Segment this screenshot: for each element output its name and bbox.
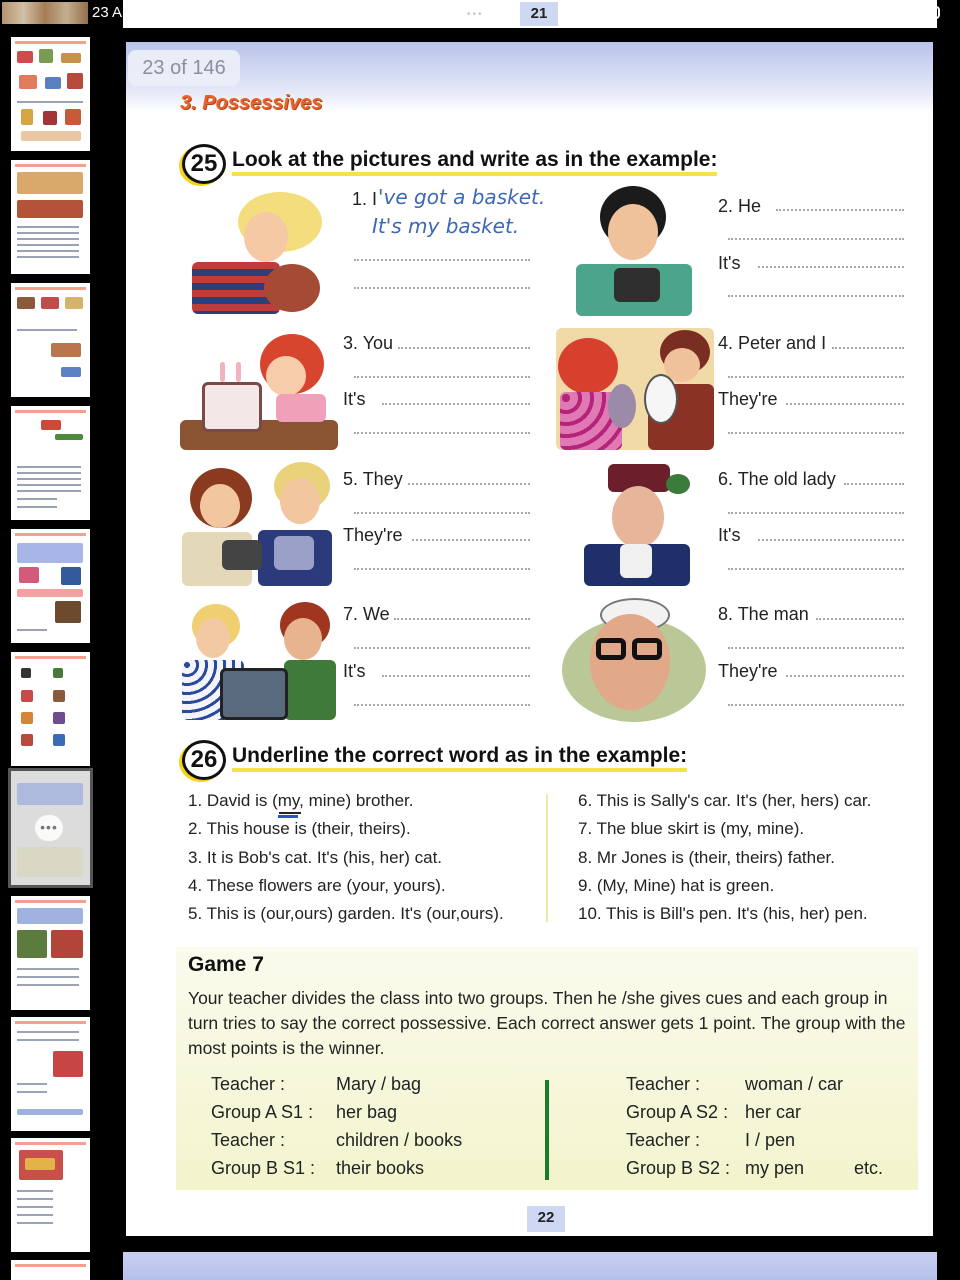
item-8-label: 8. The man — [718, 604, 809, 624]
sentence-5: 5. This is (our,ours) garden. It's (our,ours). — [188, 904, 504, 924]
game-role: Teacher : — [211, 1074, 286, 1094]
sentence-9: 9. (My, Mine) hat is green. — [578, 875, 775, 895]
item-7-second-label: It's — [343, 661, 366, 681]
sentence-1: 1. David is (my, mine) brother. — [188, 791, 414, 810]
item-4-label: 4. Peter and I — [718, 333, 827, 353]
next-page-strip[interactable] — [123, 1252, 937, 1280]
game-role: Teacher : — [626, 1074, 701, 1094]
thumbnail-page[interactable] — [11, 406, 90, 520]
game-role: Teacher : — [626, 1130, 701, 1150]
man-with-glasses-illustration — [562, 598, 706, 722]
exercise-25-heading: Look at the pictures and write as in the example: — [232, 148, 717, 176]
page-thumbnail-sidebar[interactable] — [0, 26, 110, 1280]
game-etc: etc. — [854, 1158, 884, 1178]
exercise-number-26: 26 — [182, 740, 226, 780]
page-number: 22 — [527, 1206, 565, 1232]
item-8-second-label: They're — [718, 661, 778, 681]
old-lady-with-hat-illustration — [578, 462, 694, 586]
thumbnail-page[interactable] — [11, 283, 90, 397]
game-role: Group B S2 : — [626, 1158, 731, 1178]
previous-page-number: 21 — [520, 2, 558, 26]
item-3-label: 3. You — [343, 333, 394, 353]
boy-with-camera-illustration — [576, 186, 694, 316]
sentence-7: 7. The blue skirt is (my, mine). — [578, 819, 805, 839]
status-app-icons — [2, 2, 88, 24]
item-5-label: 5. They — [343, 469, 403, 489]
game-7-box — [176, 947, 918, 1190]
game-role: Group A S1 : — [211, 1102, 314, 1122]
sentence-2: 2. This house is (their, theirs). — [188, 819, 411, 839]
game-cue: my pen — [745, 1158, 805, 1178]
exercise-26-right-list — [578, 787, 871, 928]
thumbnail-page[interactable] — [11, 1138, 90, 1252]
children-with-tv-illustration — [180, 600, 336, 722]
sentence-4: 4. These flowers are (your, yours). — [188, 875, 446, 895]
item-7-label: 7. We — [343, 604, 390, 624]
game-cue: children / books — [336, 1130, 463, 1150]
book-page — [126, 42, 933, 1236]
thumbnail-page[interactable] — [11, 529, 90, 643]
game-cue: I / pen — [745, 1130, 796, 1150]
status-time: 23 A — [92, 4, 123, 21]
previous-page-strip: ••• — [123, 0, 937, 28]
exercise-26-left-list — [188, 787, 504, 928]
thumbnail-page[interactable] — [11, 160, 90, 274]
game-role: Group B S1 : — [211, 1158, 316, 1178]
game-role: Teacher : — [211, 1130, 286, 1150]
girl-with-birthday-cake-illustration — [180, 332, 338, 450]
item-2-second-label: It's — [718, 253, 741, 273]
item-6-second-label: It's — [718, 525, 741, 545]
game-cue: woman / car — [745, 1074, 844, 1094]
thumbnail-page[interactable] — [11, 1260, 90, 1280]
pen-mark — [278, 815, 298, 818]
game-title: Game 7 — [188, 953, 264, 976]
thumbnail-page[interactable] — [11, 896, 90, 1010]
game-cue: Mary / bag — [336, 1074, 422, 1094]
item-4-second-label: They're — [718, 389, 778, 409]
more-options-icon[interactable]: ••• — [35, 815, 63, 841]
exercise-26-heading: Underline the correct word as in the example: — [232, 744, 687, 772]
sentence-6: 6. This is Sally's car. It's (her, hers) car. — [578, 791, 872, 810]
thumbnail-page[interactable] — [11, 1017, 90, 1131]
example-underline — [279, 812, 301, 814]
item-1-example-line-2: It's my basket. — [372, 214, 520, 238]
sentence-10: 10. This is Bill's pen. It's (his, her) pen. — [578, 904, 868, 924]
item-3-second-label: It's — [343, 389, 366, 409]
sentence-3: 3. It is Bob's cat. It's (his, her) cat. — [188, 847, 443, 867]
item-5-second-label: They're — [343, 525, 403, 545]
game-role: Group A S2 : — [626, 1102, 729, 1122]
game-divider — [545, 1080, 549, 1180]
thumbnail-page[interactable] — [11, 37, 90, 151]
item-1-label: 1. I — [352, 189, 378, 209]
children-with-cats-illustration — [556, 328, 714, 450]
section-title: 3. Possessives — [180, 92, 323, 114]
thumbnail-page-current[interactable] — [11, 771, 90, 885]
item-1-example-line-1: 've got a basket. — [378, 185, 546, 209]
sentence-8: 8. Mr Jones is (their, theirs) father. — [578, 847, 835, 867]
thumbnail-page[interactable] — [11, 652, 90, 766]
game-cue: their books — [336, 1158, 425, 1178]
page-counter: 23 of 146 — [128, 50, 240, 86]
column-divider — [546, 794, 548, 922]
game-cue: her bag — [336, 1102, 398, 1122]
girl-with-basket-illustration — [186, 188, 326, 316]
game-cue: her car — [745, 1102, 802, 1122]
game-instructions: Your teacher divides the class into two groups. Then he /she gives cues and each group in turn tries to say the correct possessive. Each correct answer gets 1 point. The group with the most points is the winner. — [188, 988, 906, 1058]
item-6-label: 6. The old lady — [718, 469, 836, 489]
two-children-with-gifts-illustration — [182, 460, 334, 586]
exercise-number-25: 25 — [182, 144, 226, 184]
item-2-label: 2. He — [718, 196, 762, 216]
